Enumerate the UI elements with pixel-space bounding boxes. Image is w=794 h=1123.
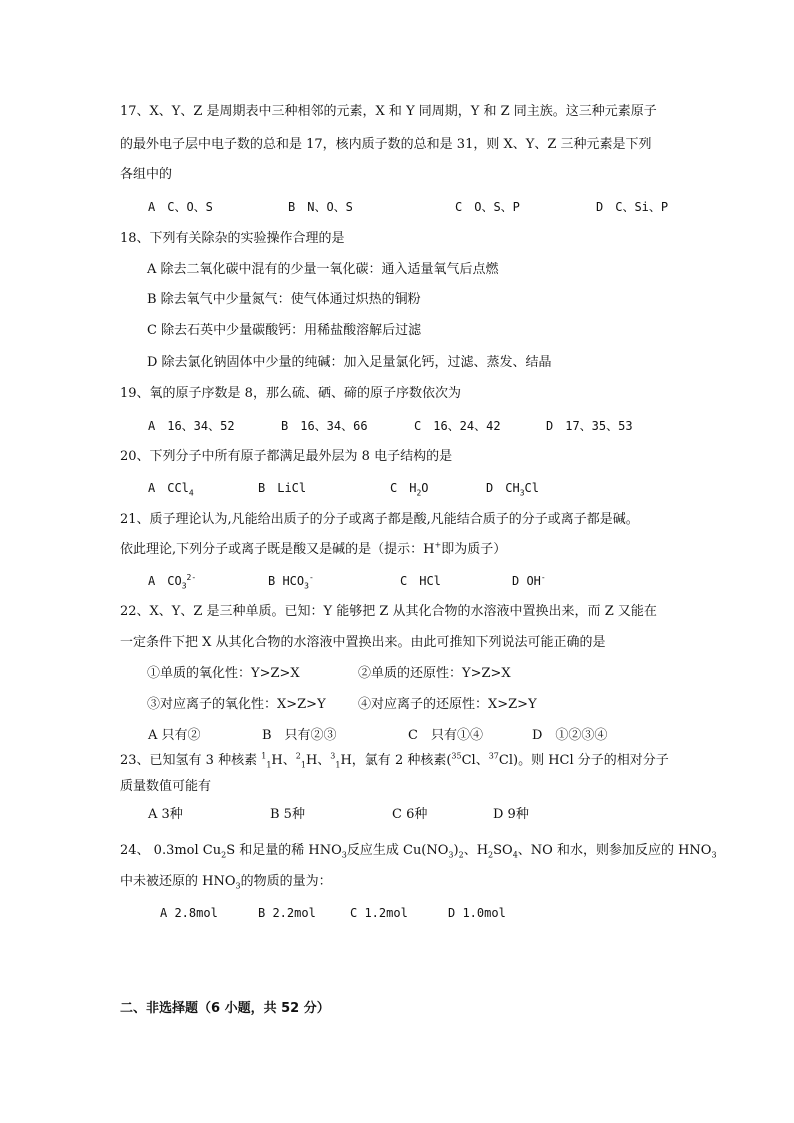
q17-option-c: C O、S、P [455, 200, 520, 214]
q23-option-a: A 3种 [148, 807, 183, 822]
q23-option-d: D 9种 [493, 807, 529, 822]
q24-line2: 中未被还原的 $HNO_3$的物质的量为： [120, 874, 332, 891]
q21-option-b: B $HCO_3^-$ [268, 573, 314, 591]
q18-stem: 18、下列有关除杂的实验操作合理的是 [120, 231, 345, 246]
q21-option-c: C HCl [400, 574, 441, 588]
q20-option-c: C $H_2O$ [390, 481, 429, 498]
q23-line2: 质量数值可能有 [120, 779, 212, 794]
q20-stem: 20、下列分子中所有原子都满足最外层为 8 电子结构的是 [120, 449, 453, 464]
q21-option-d: D OH- [512, 573, 546, 588]
q19-option-c: C 16、24、42 [414, 419, 501, 433]
q21-line1: 21、质子理论认为,凡能给出质子的分子或离子都是酸,凡能结合质子的分子或离子都是碱。 [120, 512, 639, 527]
q20-option-a: A CCl$_4$ [148, 481, 194, 498]
q22-statement-2: ②单质的还原性：Y>Z>X [358, 666, 511, 681]
q23-option-c: C 6种 [392, 807, 428, 822]
q22-statement-3: ③对应离子的氧化性：X>Z>Y [147, 697, 326, 712]
q17-option-a: A C、O、S [148, 200, 213, 214]
q22-option-c: C 只有①④ [408, 728, 483, 743]
q18-option-a: A 除去二氧化碳中混有的少量一氧化碳：通入适量氧气后点燃 [147, 262, 499, 277]
q22-line2: 一定条件下把 X 从其化合物的水溶液中置换出来。由此可推知下列说法可能正确的是 [120, 635, 606, 650]
section-heading: 二、非选择题（6 小题，共 52 分） [120, 1001, 330, 1016]
q22-line1: 22、X、Y、Z 是三种单质。已知：Y 能够把 Z 从其化合物的水溶液中置换出来，而 Z 又能在 [120, 604, 657, 619]
q18-option-d: D 除去氯化钠固体中少量的纯碱：加入足量氯化钙，过滤、蒸发、结晶 [147, 355, 552, 370]
q22-option-a: A 只有② [148, 728, 201, 743]
q24-option-c: C 1.2mol [350, 906, 408, 920]
q22-option-b: B 只有②③ [262, 728, 337, 743]
q19-option-d: D 17、35、53 [546, 419, 633, 433]
q17-line3: 各组中的 [120, 167, 173, 182]
q23-option-b: B 5种 [270, 807, 305, 822]
q22-statement-1: ①单质的氧化性：Y>Z>X [147, 666, 300, 681]
q17-option-d: D C、Si、P [596, 200, 669, 214]
q19-option-b: B 16、34、66 [281, 419, 368, 433]
q24-option-b: B 2.2mol [258, 906, 316, 920]
q17-line2: 的最外电子层中电子数的总和是 17，核内质子数的总和是 31，则 X、Y、Z 三种元素是下列 [120, 137, 652, 152]
q24-option-a: A 2.8mol [160, 906, 218, 920]
q18-option-b: B 除去氧气中少量氮气：使气体通过炽热的铜粉 [147, 292, 421, 307]
q17-line1: 17、X、Y、Z 是周期表中三种相邻的元素，X 和 Y 同周期，Y 和 Z 同主族。这三种元素原子 [120, 104, 657, 119]
q17-option-b: B N、O、S [288, 200, 353, 214]
q21-option-a: A $CO_3^{2-}$ [148, 573, 197, 591]
q24-option-d: D 1.0mol [448, 906, 506, 920]
q20-option-b: B LiCl [258, 481, 307, 495]
q20-option-d: D $CH_3Cl$ [486, 481, 539, 498]
q22-statement-4: ④对应离子的还原性：X>Z>Y [358, 697, 537, 712]
q19-option-a: A 16、34、52 [148, 419, 235, 433]
q18-option-c: C 除去石英中少量碳酸钙：用稀盐酸溶解后过滤 [147, 323, 422, 338]
q19-stem: 19、氧的原子序数是 8，那么硫、硒、碲的原子序数依次为 [120, 386, 461, 401]
q21-line2: 依此理论,下列分子或离子既是酸又是碱的是（提示：H+即为质子） [120, 540, 507, 557]
q23-line1: 23、已知氢有 3 种核素 $^1_1$H、$^2_1$H、$^3_1$H，氯有 2 种核素($^{35}$Cl、$^{37}$Cl)。则 HCl 分子的相对分子 [120, 751, 669, 770]
q22-option-d: D ①②③④ [532, 728, 608, 743]
q24-line1: 24、 0.3mol $Cu_2S$ 和足量的稀 $HNO_3$反应生成 $Cu(NO_3)_2$、$H_2SO_4$、NO 和水，则参加反应的 $HNO_3$ [120, 843, 717, 860]
